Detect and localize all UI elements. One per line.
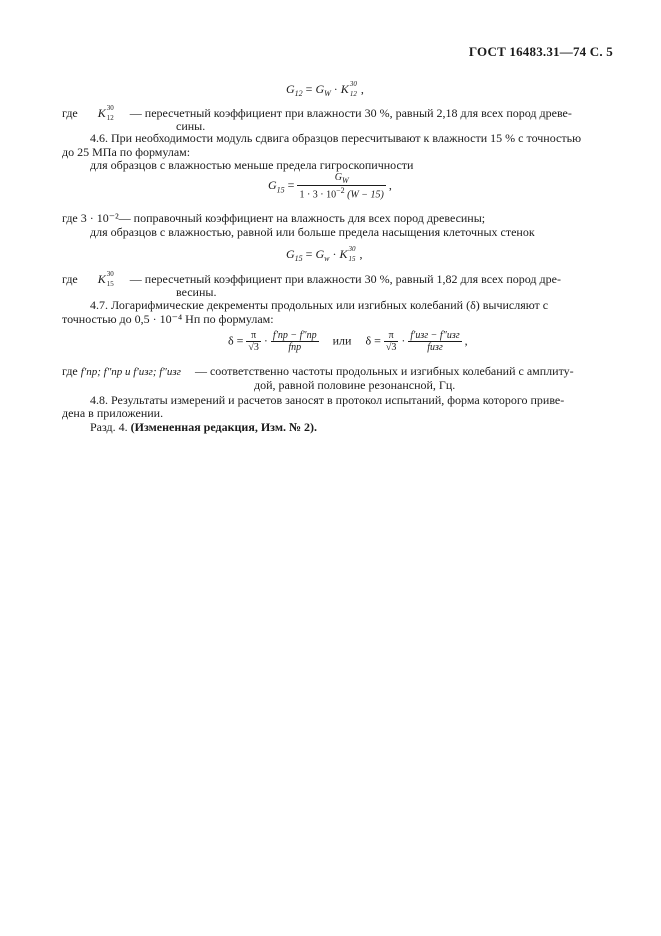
para-saturation: для образцов с влажностью, равной или больше предела насыщения клеточных стенок (90, 225, 535, 239)
para-4-6-line3: для образцов с влажностью меньше предела гигроскопичности (90, 158, 414, 172)
where-k12-cont: сины. (176, 119, 206, 133)
para-4-8-line2: дена в приложении. (62, 406, 164, 420)
where-k15-cont: весины. (176, 285, 217, 299)
formula-g15-sat: $G_{15} = G_w \cdot K$ 30 15 , (286, 245, 363, 264)
where-k12: где K 30 12 — пересчетный коэффициент при влажности 30 %, равный 2,18 для всех пород древе- (62, 104, 572, 122)
where-frequencies-cont: дой, равной половине резонансной, Гц. (254, 378, 456, 392)
where-correction: где 3 · 10⁻²— поправочный коэффициент на влажность для всех пород древесины; (62, 211, 486, 225)
amendment-note: Разд. 4. (Измененная редакция, Изм. № 2). (90, 420, 318, 434)
formula-delta: δ = $\frac{\pi}{√3}$ · $\frac{f'пр - f''пр}{\text{fпр}}$ или δ = $\frac{\pi}{√3}$ · $\frac{\text{f′изг − f″изг}}{\text{fизг}}$ , (228, 330, 468, 353)
formula-g15-hygro: $G_{15}$ = $\frac{G_W}{1 \cdot 3 \cdot 10^{-2} (W - 15)}$ , (268, 172, 392, 201)
para-4-7-line2: точностью до 0,5 · 10⁻⁴ Нп по формулам: (62, 312, 274, 326)
page-header: ГОСТ 16483.31—74 С. 5 (468, 44, 613, 59)
para-4-8-line1: 4.8. Результаты измерений и расчетов заносят в протокол испытаний, форма которого приве- (90, 393, 565, 407)
where-k15: где K 30 15 — пересчетный коэффициент при влажности 30 %, равный 1,82 для всех пород дре- (62, 270, 561, 288)
para-4-6-line2: до 25 МПа по формулам: (62, 145, 191, 159)
para-4-7-line1: 4.7. Логарифмические декременты продольных или изгибных колебаний (δ) вычисляют с (90, 298, 549, 312)
where-frequencies: где f′пр; f″пр и f′изг; f″изг — соответственно частоты продольных и изгибных колебаний с амплиту- (62, 364, 574, 378)
para-4-6-line1: 4.6. При необходимости модуль сдвига образцов пересчитывают к влажности 15 % с точностью (90, 131, 582, 145)
formula-g12: $G_{12} = G_W \cdot K$ 30 12 , (286, 80, 364, 99)
